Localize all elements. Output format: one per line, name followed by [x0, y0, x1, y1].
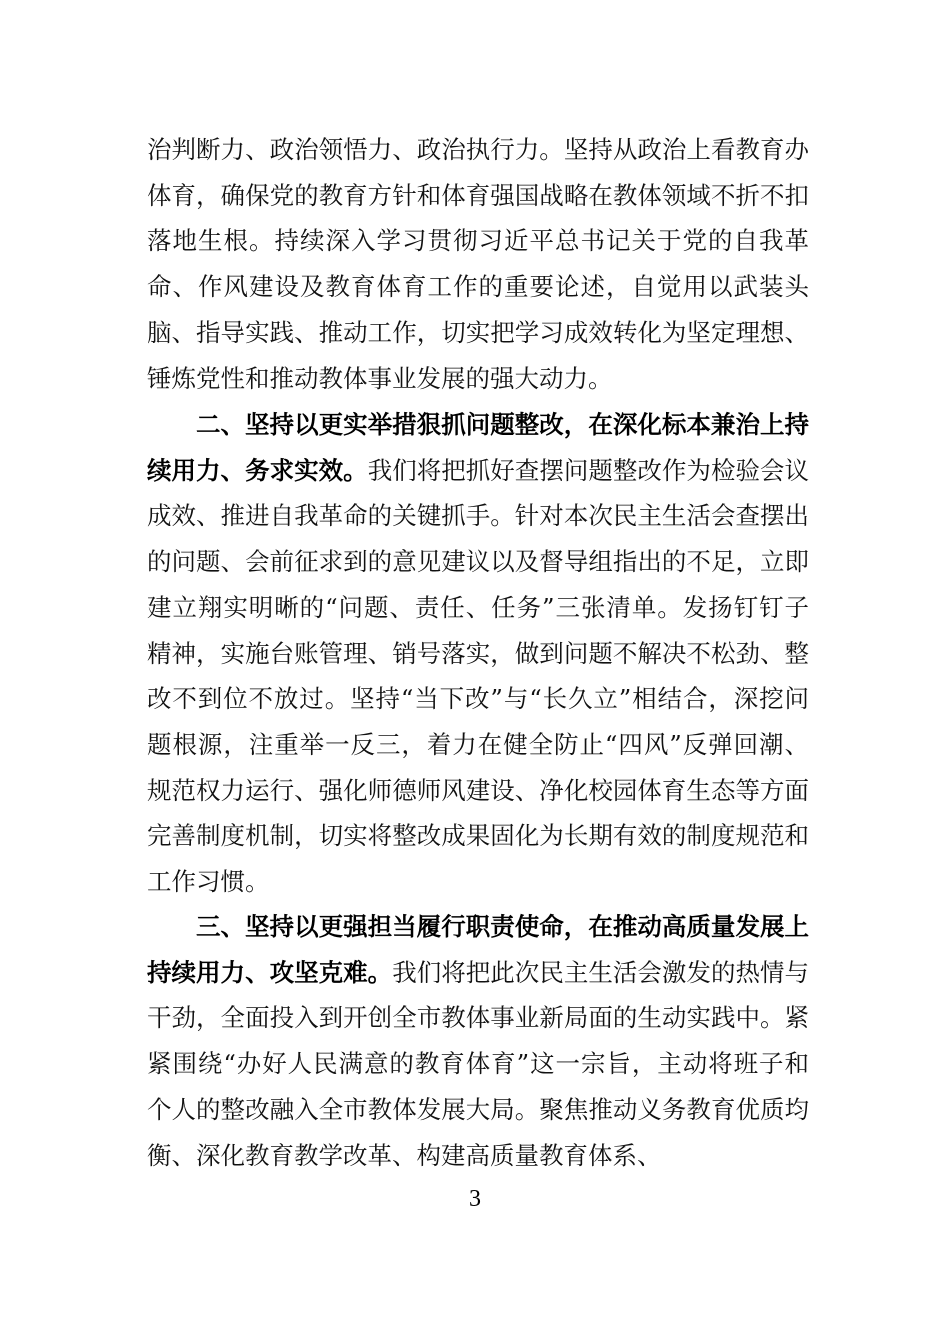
paragraph-3-body: 我们将把此次民主生活会激发的热情与干劲，全面投入到开创全市教体事业新局面的生动实践中。紧紧围绕“办好人民满意的教育体育”这一宗旨，主动将班子和个人的整改融入全市教体发展大局。聚焦推动义务教育优质均衡、深化教育教学改革、构建高质量教育体系、 — [147, 957, 810, 1170]
paragraph-3 — [147, 904, 809, 1178]
paragraph-3-heading: 三、坚持以更强担当履行职责使命，在推动高质量发展上持续用力、攻坚克难。 — [147, 912, 809, 987]
paragraph-1 — [147, 127, 809, 401]
paragraph-2 — [147, 402, 809, 905]
paragraph-2-heading: 二、坚持以更实举措狠抓问题整改，在深化标本兼治上持续用力、务求实效。 — [147, 410, 809, 485]
paragraph-2-body: 我们将把抓好查摆问题整改作为检验会议成效、推进自我革命的关键抓手。针对本次民主生活会查摆出的问题、会前征求到的意见建议以及督导组指出的不足，立即建立翔实明晰的“问题、责任、任务”三张清单。发扬钉钉子精神，实施台账管理、销号落实，做到问题不解决不松劲、整改不到位不放过。坚持“当下改”与“长久立”相结合，深挖问题根源，注重举一反三，着力在健全防止“四风”反弹回潮、规范权力运行、强化师德师风建设、净化校园体育生态等方面完善制度机制，切实将整改成果固化为长期有效的制度规范和工作习惯。 — [147, 455, 810, 897]
paragraph-1-text: 治判断力、政治领悟力、政治执行力。坚持从政治上看教育办体育，确保党的教育方针和体育强国战略在教体领域不折不扣落地生根。持续深入学习贯彻习近平总书记关于党的自我革命、作风建设及教育体育工作的重要论述，自觉用以武装头脑、指导实践、推动工作，切实把学习成效转化为坚定理想、锤炼党性和推动教体事业发展的强大动力。 — [147, 135, 809, 393]
page-number: 3 — [469, 1186, 481, 1212]
